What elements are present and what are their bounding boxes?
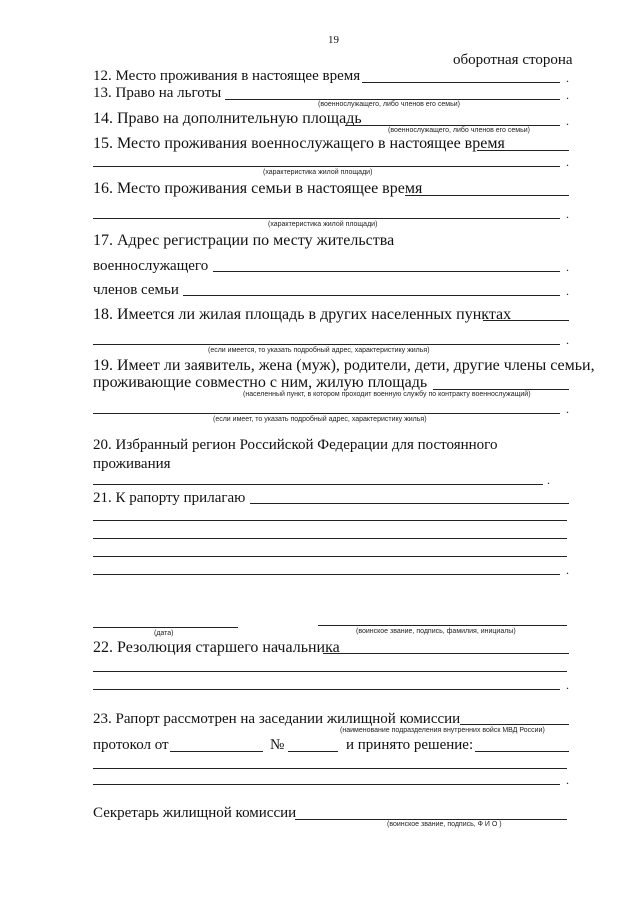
item-16-field-2[interactable]: [93, 218, 560, 219]
item-19-field-2[interactable]: [93, 413, 560, 414]
dot: .: [566, 260, 569, 274]
item-23-field[interactable]: [460, 724, 569, 725]
item-15-label: 15. Место проживания военнослужащего в настоящее время: [93, 135, 505, 152]
item-22-field-3[interactable]: [93, 689, 560, 690]
item-21-field-5[interactable]: [93, 574, 560, 575]
item-14-label: 14. Право на дополнительную площадь: [93, 110, 362, 127]
item-22-field[interactable]: [323, 653, 569, 654]
item-12-label: 12. Место проживания в настоящее время: [93, 68, 361, 84]
signature-caption: (воинское звание, подпись, фамилия, инициалы): [356, 628, 516, 635]
item-19-caption-2: (если имеет, то указать подробный адрес, характеристику жилья): [213, 416, 427, 423]
dot: .: [566, 678, 569, 692]
dot: .: [566, 563, 569, 577]
dot: .: [566, 155, 569, 169]
item-14-field[interactable]: [345, 125, 560, 126]
item-19-label-line2: проживающие совместно с ним, жилую площадь: [93, 374, 428, 391]
item-17-label: 17. Адрес регистрации по месту жительства: [93, 232, 395, 249]
protocol-number-field[interactable]: [288, 751, 338, 752]
dot: .: [566, 333, 569, 347]
item-23-label: 23. Рапорт рассмотрен на заседании жилищной комиссии: [93, 711, 461, 727]
item-12-field[interactable]: [362, 82, 560, 83]
item-16-label: 16. Место проживания семьи в настоящее время: [93, 180, 423, 197]
dot: .: [566, 284, 569, 298]
dot: .: [566, 773, 569, 787]
item-20-label-line1: 20. Избранный регион Российской Федерации для постоянного: [93, 437, 498, 453]
dot: .: [547, 473, 550, 487]
item-23-caption: (наименование подразделения внутренних войск МВД России): [340, 727, 545, 734]
item-17-serviceman-label: военнослужащего: [93, 258, 209, 274]
item-21-field[interactable]: [250, 503, 569, 504]
dot: .: [566, 88, 569, 102]
item-18-label: 18. Имеется ли жилая площадь в других населенных пунктах: [93, 306, 512, 323]
dot: .: [566, 402, 569, 416]
item-22-label: 22. Резолюция старшего начальника: [93, 639, 340, 656]
item-19-caption-1: (населенный пункт, в котором проходит военную службу по контракту военнослужащий): [243, 391, 531, 398]
decision-label: и принято решение:: [346, 737, 474, 753]
item-15-field[interactable]: [477, 150, 569, 151]
date-caption: (дата): [154, 630, 174, 637]
item-20-field[interactable]: [93, 484, 543, 485]
item-21-field-2[interactable]: [93, 520, 567, 521]
item-18-caption: (если имеется, то указать подробный адрес, характеристику жилья): [208, 347, 430, 354]
item-22-field-2[interactable]: [93, 671, 567, 672]
item-15-field-2[interactable]: [93, 166, 560, 167]
item-17-family-label: членов семьи: [93, 282, 179, 298]
date-field[interactable]: [93, 627, 238, 628]
dot: .: [566, 71, 569, 85]
decision-field-2[interactable]: [93, 768, 567, 769]
item-14-caption: (военнослужащего, либо членов его семьи): [388, 127, 530, 134]
item-17-family-field[interactable]: [183, 295, 560, 296]
item-21-label: 21. К рапорту прилагаю: [93, 490, 246, 506]
item-20-label-line2: проживания: [93, 456, 171, 472]
secretary-label: Секретарь жилищной комиссии: [93, 805, 297, 821]
item-18-field[interactable]: [483, 320, 569, 321]
item-13-field[interactable]: [225, 99, 560, 100]
page-number: 19: [328, 34, 339, 46]
signature-field[interactable]: [318, 625, 567, 626]
item-13-caption: (военнослужащего, либо членов его семьи): [318, 101, 460, 108]
decision-field[interactable]: [475, 751, 569, 752]
secretary-caption: (воинское звание, подпись, Ф И О ): [387, 821, 502, 828]
number-sign: №: [270, 737, 285, 753]
item-13-label: 13. Право на льготы: [93, 85, 222, 101]
item-17-serviceman-field[interactable]: [213, 271, 560, 272]
protocol-from-label: протокол от: [93, 737, 169, 753]
item-21-field-3[interactable]: [93, 538, 567, 539]
item-21-field-4[interactable]: [93, 556, 567, 557]
item-16-caption: (характеристика жилой площади): [268, 221, 378, 228]
item-16-field[interactable]: [405, 195, 569, 196]
item-19-field[interactable]: [433, 389, 569, 390]
item-18-field-2[interactable]: [93, 344, 560, 345]
item-15-caption: (характеристика жилой площади): [263, 169, 373, 176]
dot: .: [566, 114, 569, 128]
protocol-date-field[interactable]: [170, 751, 263, 752]
side-label: оборотная сторона: [453, 52, 573, 68]
dot: .: [566, 207, 569, 221]
item-19-label-line1: 19. Имеет ли заявитель, жена (муж), родители, дети, другие члены семьи,: [93, 357, 595, 374]
decision-field-3[interactable]: [93, 784, 560, 785]
secretary-field[interactable]: [295, 819, 567, 820]
